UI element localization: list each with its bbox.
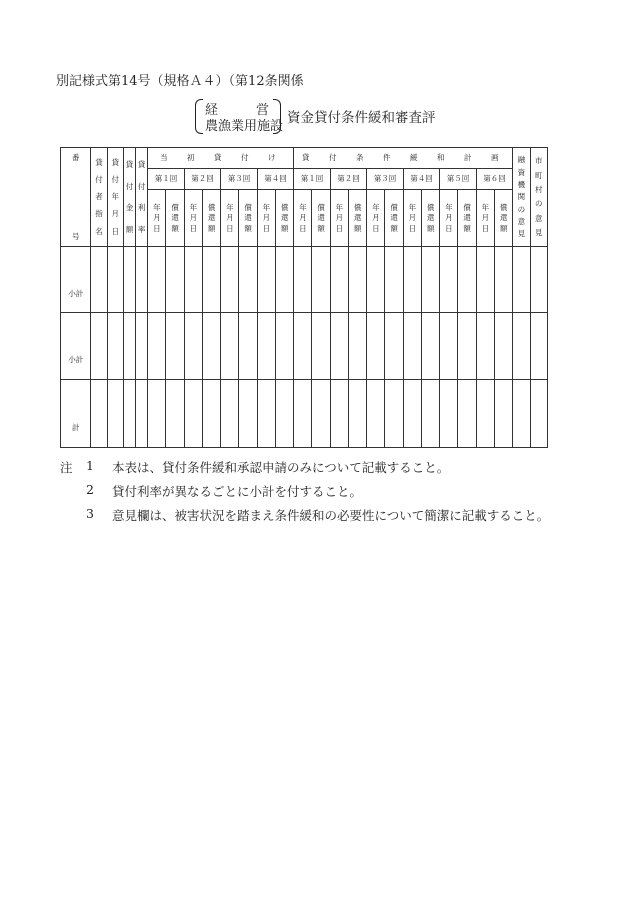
table-cell xyxy=(440,313,458,380)
vertical-char: 利 xyxy=(137,203,146,212)
table-cell xyxy=(312,380,330,448)
table-cell xyxy=(221,247,239,313)
vertical-char: 年 xyxy=(111,192,119,202)
sub-header-repayment: 償 還 額 xyxy=(385,190,403,247)
vertical-char: 貸 xyxy=(137,160,146,169)
initial-round-header: 第４回 xyxy=(257,169,294,190)
sub-header-date: 年 月 日 xyxy=(440,190,458,247)
note-text: 意見欄は、被害状況を踏まえ条件緩和の必要性について簡潔に記載すること。 xyxy=(112,508,550,523)
header-loan-rate xyxy=(136,148,148,247)
table-cell xyxy=(184,380,202,448)
vertical-label xyxy=(513,154,529,240)
table-cell xyxy=(348,247,366,313)
table-cell xyxy=(348,380,366,448)
table-cell xyxy=(136,313,148,380)
vertical-char: 融 xyxy=(517,155,526,165)
note-text: 本表は、貸付条件緩和承認申請のみについて記載すること。 xyxy=(112,460,450,475)
table-cell xyxy=(440,380,458,448)
row-label: 小計 xyxy=(61,247,91,313)
vertical-label xyxy=(136,154,147,240)
table-cell xyxy=(330,247,348,313)
table-cell xyxy=(123,380,135,448)
sub-header-repayment: 償 還 額 xyxy=(239,190,257,247)
header-loan-amount xyxy=(123,148,135,247)
table-cell xyxy=(421,313,439,380)
table-cell xyxy=(348,313,366,380)
row-label: 小計 xyxy=(61,313,91,380)
form-number-header: 別記様式第14号（規格Ａ４）（第12条関係 xyxy=(56,74,304,89)
table-cell xyxy=(221,313,239,380)
table-cell xyxy=(136,247,148,313)
table-row xyxy=(61,380,548,448)
plan-round-header: 第６回 xyxy=(476,169,513,190)
sub-header-repayment: 償 還 額 xyxy=(348,190,366,247)
table-cell xyxy=(202,380,220,448)
table-cell xyxy=(294,313,312,380)
sub-header-repayment: 償 還 額 xyxy=(312,190,330,247)
sub-header-repayment: 償 還 額 xyxy=(166,190,184,247)
vertical-char: 率 xyxy=(137,224,146,234)
table-cell xyxy=(239,313,257,380)
table-cell xyxy=(294,247,312,313)
table-cell xyxy=(275,313,293,380)
table-cell xyxy=(494,380,512,448)
table-cell xyxy=(421,247,439,313)
table-cell xyxy=(330,380,348,448)
vertical-char: 番 xyxy=(71,153,80,162)
table-cell xyxy=(294,380,312,448)
table-cell xyxy=(202,313,220,380)
vertical-char: 日 xyxy=(111,226,119,236)
table-cell xyxy=(312,313,330,380)
vertical-char: 資 xyxy=(517,167,526,177)
initial-round-header: 第１回 xyxy=(148,169,185,190)
sub-header-repayment: 償 還 額 xyxy=(275,190,293,247)
sub-header-date: 年 月 日 xyxy=(184,190,202,247)
vertical-char: 関 xyxy=(517,192,526,202)
sub-header-date: 年 月 日 xyxy=(294,190,312,247)
table-cell xyxy=(91,380,107,448)
table-cell xyxy=(385,313,403,380)
table-cell xyxy=(458,313,476,380)
table-cell xyxy=(184,313,202,380)
table-cell xyxy=(513,380,530,448)
table-cell xyxy=(367,380,385,448)
vertical-char: 名 xyxy=(95,226,103,236)
vertical-label xyxy=(91,154,106,240)
table-cell xyxy=(421,380,439,448)
table-cell xyxy=(107,380,123,448)
table-cell xyxy=(385,247,403,313)
sub-header-date: 年 月 日 xyxy=(221,190,239,247)
table-cell xyxy=(530,247,548,313)
table-cell xyxy=(458,380,476,448)
table-cell xyxy=(367,313,385,380)
sub-header-date: 年 月 日 xyxy=(330,190,348,247)
table-cell xyxy=(257,380,275,448)
vertical-char: 見 xyxy=(535,228,543,238)
table-cell xyxy=(107,247,123,313)
table-cell xyxy=(385,380,403,448)
initial-round-header: 第２回 xyxy=(184,169,221,190)
table-cell xyxy=(91,247,107,313)
table-cell xyxy=(148,313,166,380)
table-cell xyxy=(166,380,184,448)
table-cell xyxy=(530,313,548,380)
table-cell xyxy=(458,247,476,313)
table-cell xyxy=(330,313,348,380)
sub-header-repayment: 償 還 額 xyxy=(202,190,220,247)
vertical-char: 付 xyxy=(125,181,134,191)
sub-header-repayment: 償 還 額 xyxy=(458,190,476,247)
table-cell xyxy=(403,313,421,380)
vertical-label xyxy=(531,154,548,240)
bracket-line-2: 農漁業用施設 xyxy=(205,119,284,134)
plan-round-header: 第２回 xyxy=(330,169,367,190)
table-cell xyxy=(91,313,107,380)
vertical-char: 金 xyxy=(125,203,134,212)
header-borrower-name xyxy=(91,148,107,247)
header-initial-loan: 当 初 貸 付 け xyxy=(148,148,294,169)
vertical-char: の xyxy=(535,199,543,209)
sub-header-date: 年 月 日 xyxy=(148,190,166,247)
note-label: 注 xyxy=(60,460,73,475)
header-loan-date xyxy=(107,148,123,247)
note-number: 3 xyxy=(86,506,94,521)
note-text: 貸付利率が異なるごとに小計を付すること。 xyxy=(112,484,363,499)
table-cell xyxy=(123,313,135,380)
table-cell xyxy=(148,247,166,313)
header-relief-plan: 貸 付 条 件 緩 和 計 画 xyxy=(294,148,513,169)
vertical-char: 指 xyxy=(95,209,103,219)
table-cell xyxy=(107,313,123,380)
plan-round-header: 第５回 xyxy=(440,169,477,190)
vertical-char: 貸 xyxy=(111,157,119,167)
sub-header-date: 年 月 日 xyxy=(403,190,421,247)
vertical-label xyxy=(124,154,135,240)
table-cell xyxy=(123,247,135,313)
table-cell xyxy=(513,247,530,313)
vertical-char: 額 xyxy=(125,224,134,234)
vertical-char: 機 xyxy=(517,179,526,189)
table-cell xyxy=(257,247,275,313)
header-city-opinion xyxy=(530,148,548,247)
vertical-char: 号 xyxy=(71,231,80,241)
vertical-char: 貸 xyxy=(95,157,103,167)
sub-header-date: 年 月 日 xyxy=(257,190,275,247)
title-main: 資金貸付条件緩和審査評 xyxy=(287,110,436,126)
table-cell xyxy=(275,247,293,313)
table-cell xyxy=(239,380,257,448)
table-cell xyxy=(476,380,494,448)
vertical-char: 意 xyxy=(535,213,543,223)
note-number: 1 xyxy=(86,458,94,473)
table-cell xyxy=(166,313,184,380)
table-cell xyxy=(403,380,421,448)
table-cell xyxy=(202,247,220,313)
vertical-char: 月 xyxy=(111,209,119,219)
table-cell xyxy=(476,247,494,313)
table-row xyxy=(61,313,548,380)
header-bank-opinion xyxy=(513,148,530,247)
table-cell xyxy=(530,380,548,448)
row-label: 計 xyxy=(61,380,91,448)
table-cell xyxy=(148,380,166,448)
sub-header-repayment: 償 還 額 xyxy=(494,190,512,247)
initial-round-header: 第３回 xyxy=(221,169,258,190)
vertical-char: 者 xyxy=(95,192,103,202)
table-cell xyxy=(166,247,184,313)
vertical-char: 市 xyxy=(535,156,543,166)
vertical-char: 付 xyxy=(95,175,103,185)
vertical-char: の xyxy=(517,204,526,214)
vertical-label xyxy=(108,154,123,240)
table-cell xyxy=(440,247,458,313)
sub-header-date: 年 月 日 xyxy=(476,190,494,247)
vertical-char: 村 xyxy=(535,185,543,195)
header-number xyxy=(61,148,91,247)
plan-round-header: 第４回 xyxy=(403,169,440,190)
vertical-char: 意 xyxy=(517,216,526,226)
vertical-char: 貸 xyxy=(125,160,134,169)
table-cell xyxy=(312,247,330,313)
table-cell xyxy=(275,380,293,448)
table-cell xyxy=(136,380,148,448)
evaluation-table xyxy=(60,147,548,448)
table-cell xyxy=(494,313,512,380)
left-bracket xyxy=(195,99,203,134)
table-cell xyxy=(221,380,239,448)
table-cell xyxy=(513,313,530,380)
vertical-label xyxy=(61,154,90,240)
vertical-char: 見 xyxy=(517,229,526,239)
plan-round-header: 第３回 xyxy=(367,169,404,190)
vertical-char: 付 xyxy=(137,181,146,191)
note-number: 2 xyxy=(86,482,94,497)
plan-round-header: 第１回 xyxy=(294,169,331,190)
table-row xyxy=(61,247,548,313)
table-cell xyxy=(476,313,494,380)
right-bracket xyxy=(273,99,281,134)
table-cell xyxy=(184,247,202,313)
vertical-char: 付 xyxy=(111,175,119,185)
table-cell xyxy=(239,247,257,313)
sub-header-date: 年 月 日 xyxy=(367,190,385,247)
table-cell xyxy=(367,247,385,313)
vertical-char: 町 xyxy=(535,170,543,180)
table-cell xyxy=(257,313,275,380)
table-cell xyxy=(403,247,421,313)
bracket-line-1: 経 営 xyxy=(205,103,269,118)
table-cell xyxy=(494,247,512,313)
sub-header-repayment: 償 還 額 xyxy=(421,190,439,247)
